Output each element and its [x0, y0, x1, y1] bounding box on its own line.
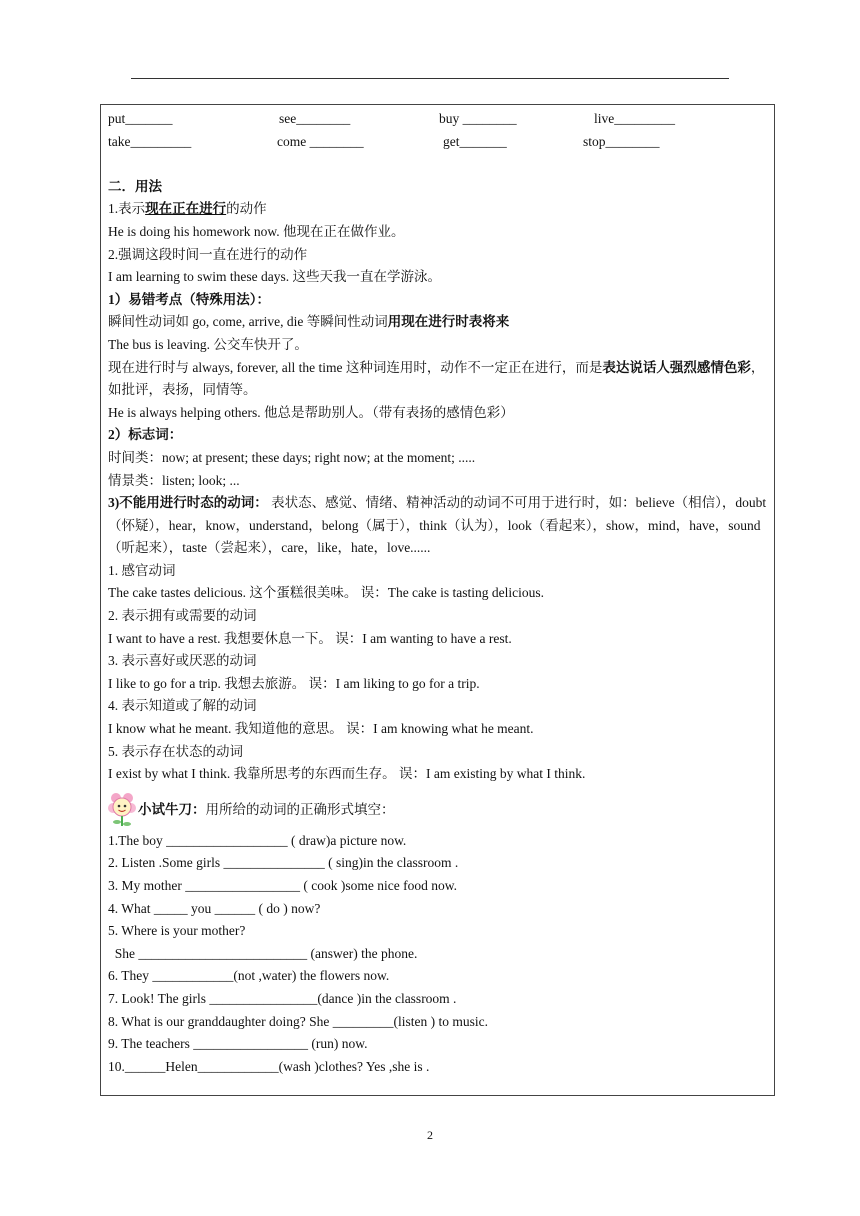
category-title: 4. 表示知道或了解的动词 — [108, 698, 257, 714]
verb-row-1 — [108, 108, 770, 131]
header-rule — [131, 78, 729, 79]
usage-heading: 二．用法 — [108, 178, 162, 194]
category-example: I want to have a rest. 我想要休息一下。 误：I am wanting to have a rest. — [108, 630, 512, 646]
exercise-item: 4. What _____ you ______ ( do ) now? — [108, 900, 321, 916]
emphasis-text: 现在正在进行 — [145, 201, 227, 217]
verb-blank: see________ — [279, 111, 351, 126]
exercise-item: 10.______Helen____________(wash )clothes? Yes ,she is . — [108, 1058, 430, 1074]
usage-example: He is always helping others. 他总是帮助别人。（带有表扬的感情色彩） — [108, 404, 514, 420]
usage-point-1: 1.表示现在正在进行的动作 — [108, 201, 267, 217]
verb-row-2 — [108, 131, 770, 154]
verb-blank: stop________ — [583, 133, 660, 149]
signal-words-time: 时间类：now; at present; these days; right now; at the moment; ..... — [108, 449, 476, 465]
category-title: 2. 表示拥有或需要的动词 — [108, 608, 257, 624]
exercise-item: 1.The boy __________________ ( draw)a picture now. — [108, 832, 407, 848]
exercise-title: 小试牛刀： — [138, 801, 206, 817]
worksheet-content — [108, 108, 770, 1078]
exercise-item: 7. Look! The girls ________________(dance )in the classroom . — [108, 990, 457, 1006]
exercise-item: 3. My mother _________________ ( cook )some nice food now. — [108, 878, 457, 893]
usage-example: The bus is leaving. 公交车快开了。 — [108, 336, 308, 352]
signal-words-scene: 情景类：listen; look; ... — [108, 472, 240, 488]
category-example: I know what he meant. 我知道他的意思。 误：I am knowing what he meant. — [108, 721, 534, 737]
exercise-item: 6. They ____________(not ,water) the flowers now. — [108, 968, 390, 984]
cartoon-flower-mascot-icon — [105, 790, 139, 830]
exercise-item: 5. Where is your mother? — [108, 923, 246, 939]
always-rule: 现在进行时与 always, forever, all the time 这种词连用时，动作不一定正在进行，而是表达说话人强烈感情色彩，如批评，表扬，同情等。 — [108, 359, 765, 398]
verb-blank: take_________ — [108, 133, 192, 149]
special-usage-heading: 1）易错考点（特殊用法）： — [108, 291, 270, 307]
category-title: 5. 表示存在状态的动词 — [108, 743, 243, 759]
usage-example: I am learning to swim these days. 这些天我一直在学游泳。 — [108, 269, 441, 285]
non-progressive-verbs: 3)不能用进行时态的动词： 表状态、感觉、情绪、精神活动的动词不可用于进行时，如：believe（相信），doubt（怀疑），hear，know，understand，belong（属于），think（认为），look（看起来），show，mind，have，sound（听起来），taste（尝起来），care，like，hate，love...... — [108, 495, 767, 556]
usage-example: He is doing his homework now. 他现在正在做作业。 — [108, 223, 405, 239]
verb-blank: put_______ — [108, 111, 173, 126]
verb-blank: live_________ — [594, 111, 675, 126]
verb-blank: buy ________ — [439, 111, 517, 126]
exercise-item: 8. What is our granddaughter doing? She _________(listen ) to music. — [108, 1013, 488, 1029]
exercise-item: 2. Listen .Some girls _______________ ( sing)in the classroom . — [108, 855, 459, 871]
category-example: I like to go for a trip. 我想去旅游。 误：I am liking to go for a trip. — [108, 675, 480, 691]
usage-point-2: 2.强调这段时间一直在进行的动作 — [108, 246, 308, 262]
exercise-item: 9. The teachers _________________ (run) now. — [108, 1036, 368, 1052]
signal-words-heading: 2）标志词： — [108, 427, 183, 443]
exercise-instruction: 用所给的动词的正确形式填空： — [205, 801, 395, 817]
exercise-heading — [108, 786, 770, 830]
category-example: I exist by what I think. 我靠所思考的东西而生存。 误：I am existing by what I think. — [108, 766, 586, 782]
verb-blank: get_______ — [443, 133, 507, 149]
verb-blank: come ________ — [277, 133, 364, 149]
category-example: The cake tastes delicious. 这个蛋糕很美味。 误：The cake is tasting delicious. — [108, 585, 545, 601]
page-number: 2 — [427, 1128, 433, 1142]
category-title: 1. 感官动词 — [108, 562, 176, 578]
category-title: 3. 表示喜好或厌恶的动词 — [108, 653, 257, 669]
exercise-item: She _________________________ (answer) the phone. — [108, 945, 418, 961]
instant-verb-rule: 瞬间性动词如 go, come, arrive, die 等瞬间性动词用现在进行时表将来 — [108, 314, 510, 330]
